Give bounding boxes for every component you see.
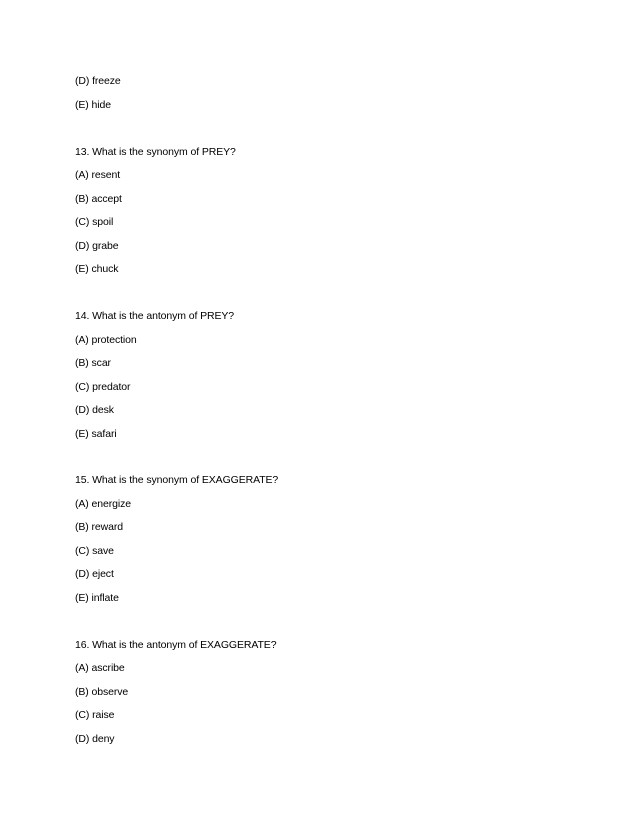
q14-option-b: (B) scar (75, 357, 111, 369)
q14-option-a: (A) protection (75, 334, 137, 346)
question-13: 13. What is the synonym of PREY? (75, 146, 236, 158)
q15-option-c: (C) save (75, 545, 114, 557)
q13-option-d: (D) grabe (75, 240, 119, 252)
q16-option-a: (A) ascribe (75, 662, 125, 674)
q14-option-e: (E) safari (75, 428, 117, 440)
q15-option-e: (E) inflate (75, 592, 119, 604)
q13-option-e: (E) chuck (75, 263, 119, 275)
question-16: 16. What is the antonym of EXAGGERATE? (75, 639, 277, 651)
q16-option-b: (B) observe (75, 686, 129, 698)
q15-option-d: (D) eject (75, 568, 114, 580)
question-14: 14. What is the antonym of PREY? (75, 310, 235, 322)
q13-option-c: (C) spoil (75, 216, 114, 228)
q14-option-d: (D) desk (75, 404, 114, 416)
q13-option-a: (A) resent (75, 169, 121, 181)
option-hide: (E) hide (75, 99, 111, 111)
q16-option-c: (C) raise (75, 709, 115, 721)
q16-option-d: (D) deny (75, 733, 115, 745)
option-freeze: (D) freeze (75, 75, 121, 87)
q15-option-a: (A) energize (75, 498, 131, 510)
question-15: 15. What is the synonym of EXAGGERATE? (75, 474, 279, 486)
q14-option-c: (C) predator (75, 381, 131, 393)
q15-option-b: (B) reward (75, 521, 124, 533)
q13-option-b: (B) accept (75, 193, 122, 205)
